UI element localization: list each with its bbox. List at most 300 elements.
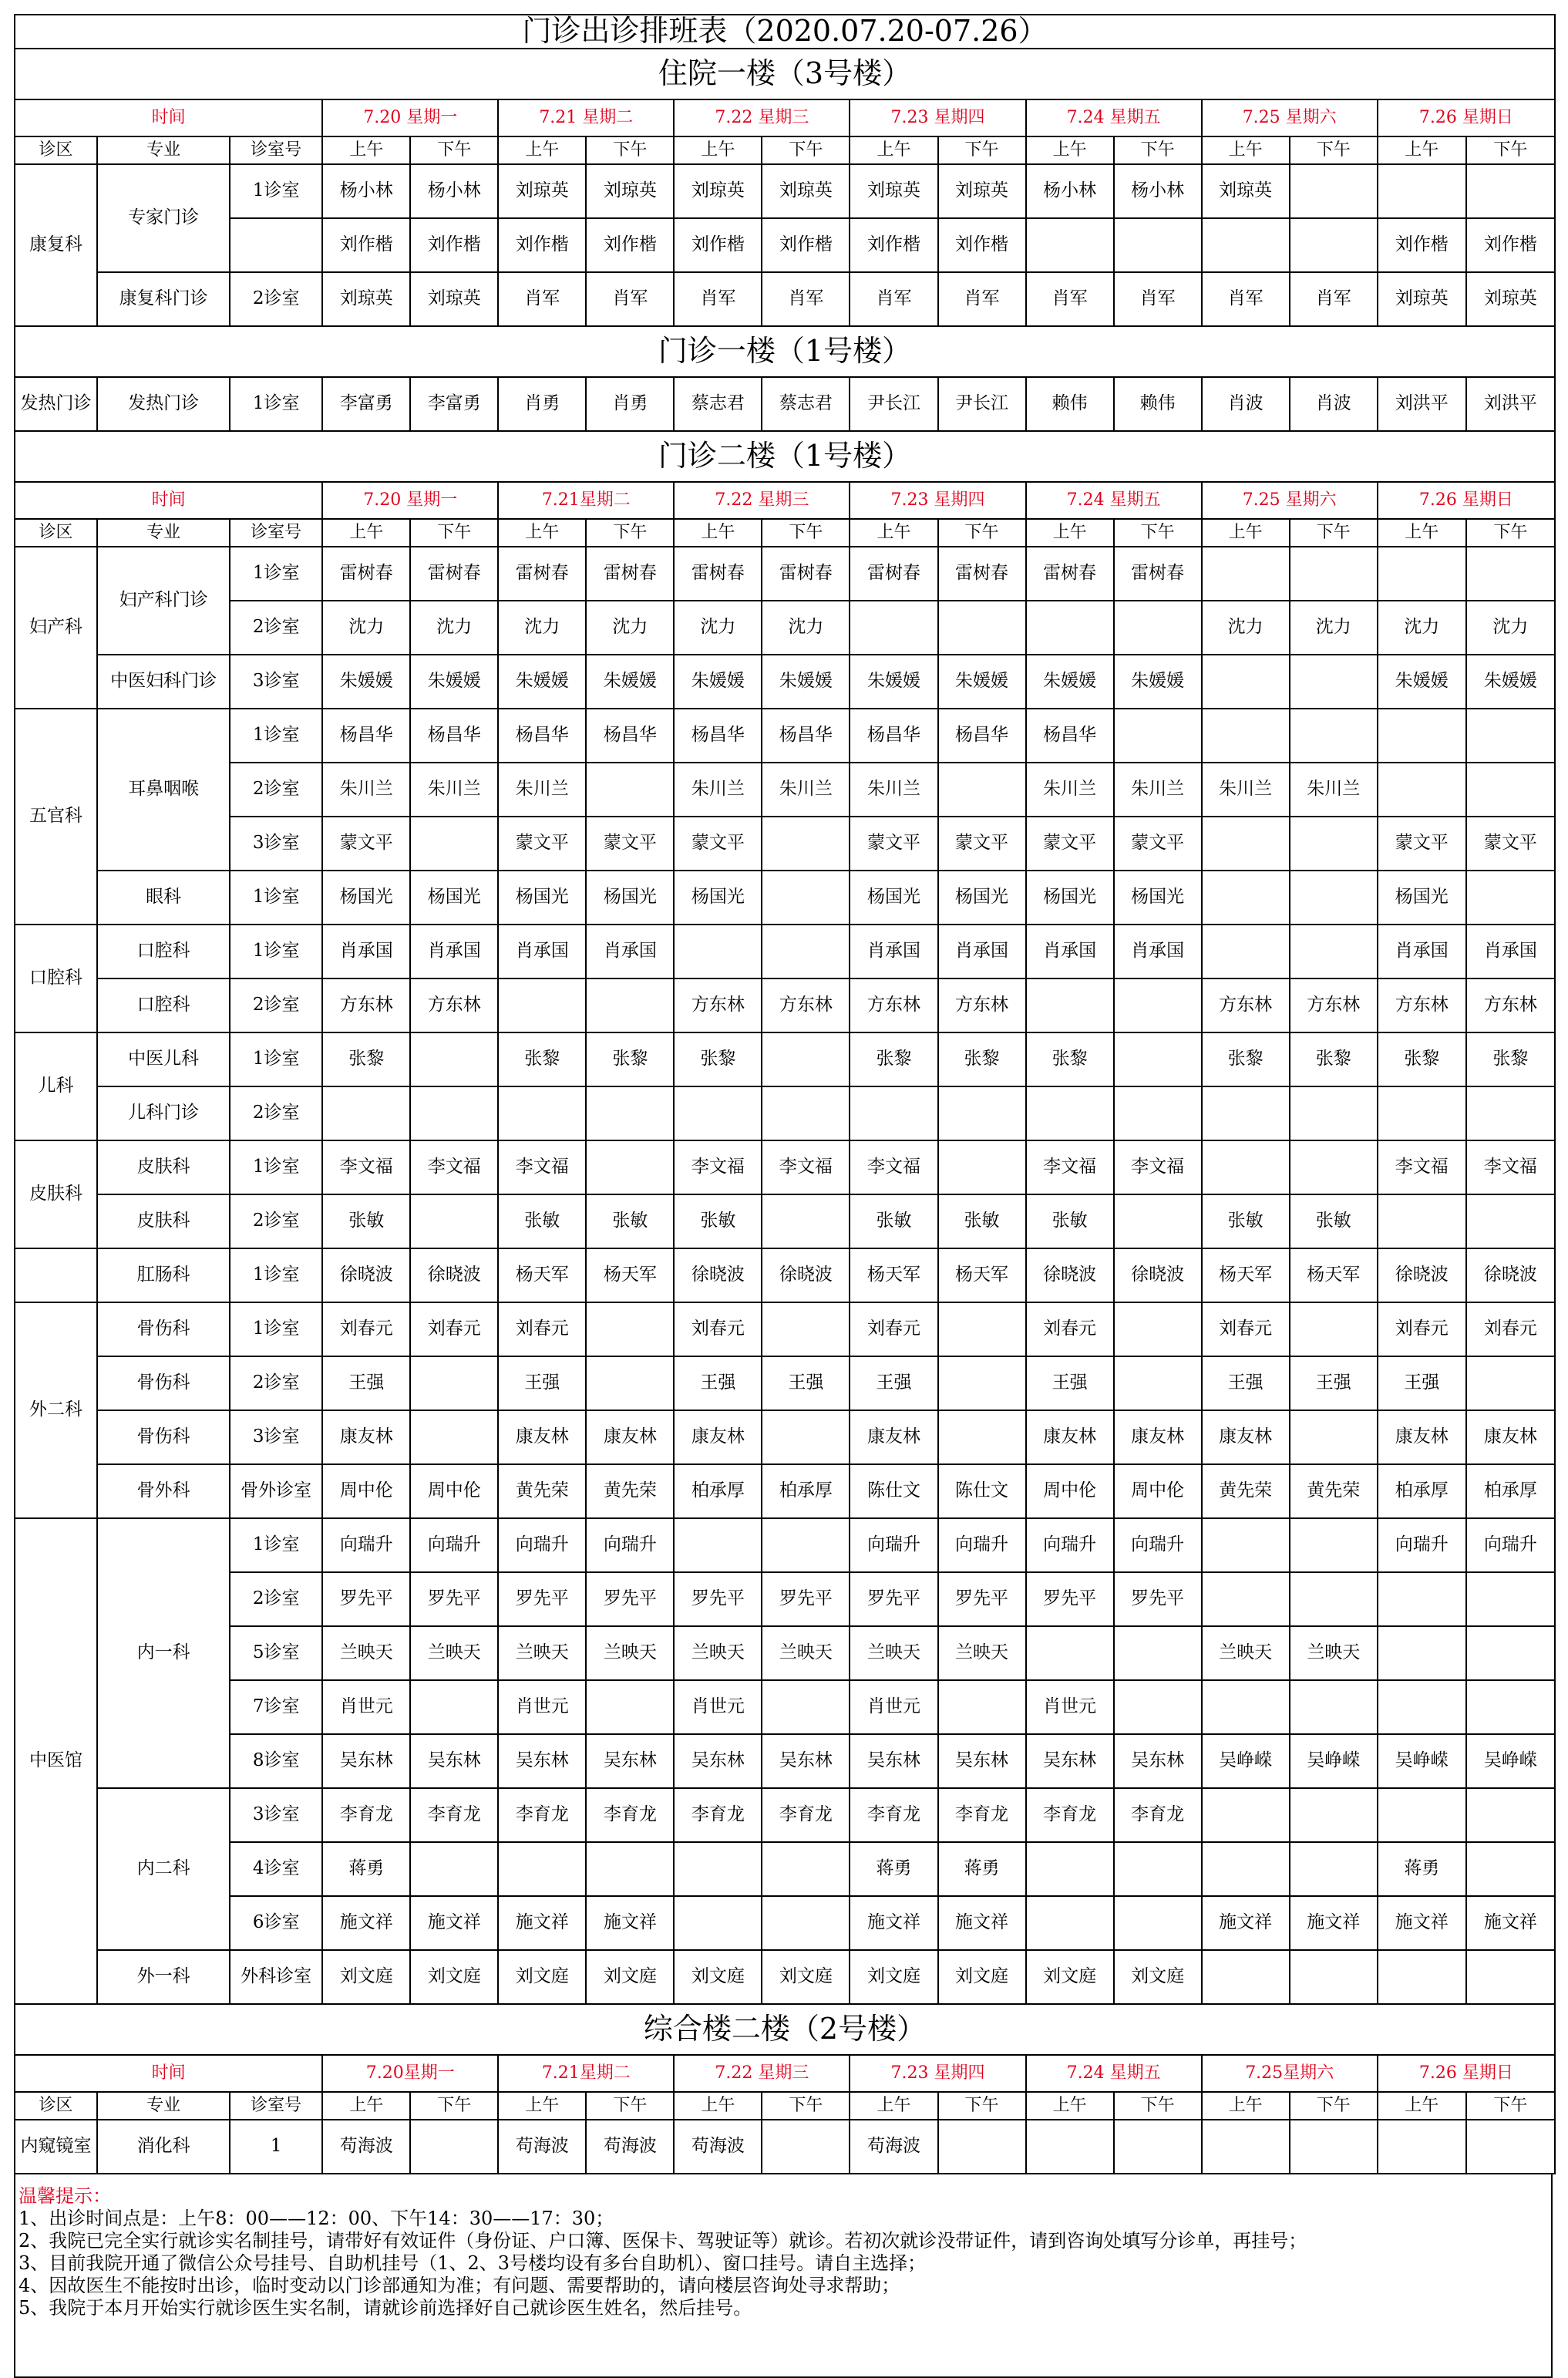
am-header: 上午	[1378, 136, 1466, 164]
doctor-cell	[1026, 978, 1114, 1032]
specialty-cell: 眼科	[97, 871, 230, 925]
doctor-cell: 李育龙	[850, 1788, 937, 1842]
doctor-cell: 张黎	[322, 1032, 410, 1086]
doctor-cell: 徐晓波	[762, 1248, 850, 1302]
room-cell: 1诊室	[230, 1518, 322, 1572]
doctor-cell	[1202, 218, 1290, 272]
dept-cell: 康复科	[15, 164, 97, 326]
doctor-cell	[938, 1356, 1026, 1410]
doctor-cell: 方东林	[938, 978, 1026, 1032]
doctor-cell: 雷树春	[1026, 547, 1114, 601]
doctor-cell: 雷树春	[498, 547, 586, 601]
doctor-cell: 康友林	[1202, 1410, 1290, 1464]
doctor-cell: 肖军	[938, 272, 1026, 326]
doctor-cell: 刘作楷	[762, 218, 850, 272]
doctor-cell: 吴峥嵘	[1290, 1734, 1378, 1788]
doctor-cell: 柏承厚	[762, 1464, 850, 1518]
table-row	[15, 601, 1555, 655]
am-header: 上午	[1026, 519, 1114, 547]
doctor-cell: 肖承国	[1114, 925, 1202, 978]
doctor-cell: 刘文庭	[410, 1950, 498, 2004]
specialty-cell: 专家门诊	[97, 164, 230, 272]
doctor-cell: 李文福	[1466, 1140, 1555, 1194]
doctor-cell	[322, 1086, 410, 1140]
doctor-cell	[1202, 1572, 1290, 1626]
table-row	[15, 1950, 1555, 2004]
doctor-cell: 王强	[1202, 1356, 1290, 1410]
doctor-cell	[1026, 1896, 1114, 1950]
doctor-cell: 朱媛媛	[1114, 655, 1202, 709]
am-header: 上午	[850, 2092, 937, 2120]
doctor-cell: 罗先平	[674, 1572, 762, 1626]
doctor-cell: 罗先平	[1026, 1572, 1114, 1626]
doctor-cell: 肖军	[1290, 272, 1378, 326]
doctor-cell: 沈力	[1290, 601, 1378, 655]
doctor-cell: 杨昌华	[410, 709, 498, 763]
doctor-cell: 刘文庭	[938, 1950, 1026, 2004]
doctor-cell	[1466, 1950, 1555, 2004]
doctor-cell	[1290, 164, 1378, 218]
table-row	[15, 1140, 1555, 1194]
doctor-cell: 杨天军	[1202, 1248, 1290, 1302]
doctor-cell: 张黎	[1466, 1032, 1555, 1086]
doctor-cell	[1114, 601, 1202, 655]
doctor-cell: 王强	[322, 1356, 410, 1410]
doctor-cell: 施文祥	[1202, 1896, 1290, 1950]
doctor-cell: 朱媛媛	[410, 655, 498, 709]
doctor-cell: 施文祥	[410, 1896, 498, 1950]
dept-cell: 儿科	[15, 1032, 97, 1140]
doctor-cell: 苟海波	[498, 2120, 586, 2174]
doctor-cell: 方东林	[1202, 978, 1290, 1032]
doctor-cell: 沈力	[1202, 601, 1290, 655]
doctor-cell: 肖世元	[498, 1680, 586, 1734]
doctor-cell	[1290, 1302, 1378, 1356]
dept-cell: 妇产科	[15, 547, 97, 709]
doctor-cell: 李富勇	[410, 377, 498, 431]
doctor-cell	[938, 2120, 1026, 2174]
doctor-cell	[1378, 547, 1466, 601]
doctor-cell	[586, 763, 674, 817]
table-row	[15, 1842, 1555, 1896]
doctor-cell	[1378, 1950, 1466, 2004]
doctor-cell	[1466, 1356, 1555, 1410]
doctor-cell	[1466, 547, 1555, 601]
doctor-cell: 肖承国	[498, 925, 586, 978]
doctor-cell: 王强	[1378, 1356, 1466, 1410]
doctor-cell: 康友林	[1026, 1410, 1114, 1464]
table-row	[15, 1572, 1555, 1626]
room-cell: 1诊室	[230, 164, 322, 218]
doctor-cell: 李育龙	[1114, 1788, 1202, 1842]
doctor-cell: 张敏	[674, 1194, 762, 1248]
doctor-cell: 蔡志君	[762, 377, 850, 431]
doctor-cell: 杨小林	[1114, 164, 1202, 218]
doctor-cell: 刘春元	[1378, 1302, 1466, 1356]
date-header: 7.20 星期一	[322, 482, 498, 519]
am-header: 上午	[322, 2092, 410, 2120]
doctor-cell: 杨昌华	[586, 709, 674, 763]
doctor-cell	[1114, 1194, 1202, 1248]
doctor-cell	[1378, 1194, 1466, 1248]
doctor-cell: 兰映天	[762, 1626, 850, 1680]
doctor-cell: 张敏	[1202, 1194, 1290, 1248]
doctor-cell: 肖波	[1290, 377, 1378, 431]
doctor-cell: 肖军	[762, 272, 850, 326]
doctor-cell	[1290, 1410, 1378, 1464]
doctor-cell	[674, 1518, 762, 1572]
doctor-cell: 兰映天	[850, 1626, 937, 1680]
doctor-cell: 李文福	[1378, 1140, 1466, 1194]
time-header: 时间	[15, 99, 322, 136]
table-row	[15, 547, 1555, 601]
pm-header: 下午	[1290, 2092, 1378, 2120]
section-heading	[15, 326, 1555, 377]
doctor-cell: 刘作楷	[322, 218, 410, 272]
doctor-cell	[1290, 1518, 1378, 1572]
specialty-cell: 骨伤科	[97, 1302, 230, 1356]
am-header: 上午	[322, 519, 410, 547]
pm-header: 下午	[410, 519, 498, 547]
section-heading	[15, 49, 1555, 99]
column-header-row	[15, 136, 1555, 164]
doctor-cell: 朱川兰	[1202, 763, 1290, 817]
specialty-cell: 消化科	[97, 2120, 230, 2174]
doctor-cell: 朱媛媛	[1026, 655, 1114, 709]
doctor-cell: 刘春元	[322, 1302, 410, 1356]
doctor-cell: 兰映天	[498, 1626, 586, 1680]
doctor-cell: 徐晓波	[674, 1248, 762, 1302]
am-header: 上午	[498, 136, 586, 164]
doctor-cell: 肖承国	[938, 925, 1026, 978]
doctor-cell: 蒋勇	[938, 1842, 1026, 1896]
doctor-cell: 李育龙	[938, 1788, 1026, 1842]
doctor-cell: 兰映天	[938, 1626, 1026, 1680]
doctor-cell: 朱川兰	[1290, 763, 1378, 817]
doctor-cell: 沈力	[498, 601, 586, 655]
specialty-cell: 骨伤科	[97, 1356, 230, 1410]
section-title: 门诊一楼（1号楼）	[15, 326, 1555, 377]
doctor-cell: 刘洪平	[1466, 377, 1555, 431]
doctor-cell	[1114, 1302, 1202, 1356]
doctor-cell: 杨昌华	[498, 709, 586, 763]
doctor-cell: 尹长江	[850, 377, 937, 431]
doctor-cell	[498, 1086, 586, 1140]
doctor-cell: 朱媛媛	[938, 655, 1026, 709]
am-header: 上午	[1378, 2092, 1466, 2120]
am-header: 上午	[1202, 2092, 1290, 2120]
doctor-cell: 蒙文平	[322, 817, 410, 871]
date-header: 7.24 星期五	[1026, 482, 1202, 519]
doctor-cell: 李育龙	[1026, 1788, 1114, 1842]
doctor-cell	[586, 1356, 674, 1410]
date-header: 7.25星期六	[1202, 2055, 1378, 2092]
doctor-cell: 吴东林	[410, 1734, 498, 1788]
date-header-row	[15, 2055, 1555, 2092]
doctor-cell: 康友林	[1114, 1410, 1202, 1464]
date-header: 7.25 星期六	[1202, 99, 1378, 136]
doctor-cell: 雷树春	[1114, 547, 1202, 601]
doctor-cell: 施文祥	[938, 1896, 1026, 1950]
doctor-cell: 杨昌华	[850, 709, 937, 763]
room-cell: 2诊室	[230, 1356, 322, 1410]
doctor-cell: 方东林	[322, 978, 410, 1032]
doctor-cell: 施文祥	[1466, 1896, 1555, 1950]
doctor-cell: 尹长江	[938, 377, 1026, 431]
am-header: 上午	[1202, 519, 1290, 547]
doctor-cell: 罗先平	[850, 1572, 937, 1626]
room-cell: 1诊室	[230, 1248, 322, 1302]
pm-header: 下午	[1114, 519, 1202, 547]
doctor-cell: 肖承国	[1466, 925, 1555, 978]
room-cell: 4诊室	[230, 1842, 322, 1896]
doctor-cell: 肖军	[1202, 272, 1290, 326]
doctor-cell	[1290, 2120, 1378, 2174]
pm-header: 下午	[1466, 136, 1555, 164]
room-cell: 2诊室	[230, 1086, 322, 1140]
pm-header: 下午	[410, 2092, 498, 2120]
doctor-cell: 杨昌华	[1026, 709, 1114, 763]
doctor-cell	[938, 1410, 1026, 1464]
doctor-cell: 黄先荣	[1202, 1464, 1290, 1518]
specialty-cell: 康复科门诊	[97, 272, 230, 326]
dept-header: 诊区	[15, 2092, 97, 2120]
doctor-cell: 康友林	[850, 1410, 937, 1464]
doctor-cell	[410, 1194, 498, 1248]
doctor-cell: 方东林	[1466, 978, 1555, 1032]
doctor-cell: 张黎	[1378, 1032, 1466, 1086]
doctor-cell: 肖波	[1202, 377, 1290, 431]
room-cell: 2诊室	[230, 1194, 322, 1248]
doctor-cell: 杨天军	[938, 1248, 1026, 1302]
table-row	[15, 1788, 1555, 1842]
doctor-cell: 罗先平	[1114, 1572, 1202, 1626]
doctor-cell: 刘春元	[498, 1302, 586, 1356]
am-header: 上午	[850, 136, 937, 164]
doctor-cell	[762, 1086, 850, 1140]
room-cell: 6诊室	[230, 1896, 322, 1950]
doctor-cell	[1026, 601, 1114, 655]
doctor-cell: 罗先平	[498, 1572, 586, 1626]
doctor-cell	[1202, 1950, 1290, 2004]
doctor-cell: 向瑞升	[586, 1518, 674, 1572]
specialty-header: 专业	[97, 136, 230, 164]
doctor-cell: 刘作楷	[850, 218, 937, 272]
doctor-cell	[1114, 1680, 1202, 1734]
room-cell: 外科诊室	[230, 1950, 322, 2004]
date-header: 7.25 星期六	[1202, 482, 1378, 519]
doctor-cell	[1202, 1086, 1290, 1140]
room-cell: 1诊室	[230, 547, 322, 601]
doctor-cell: 杨国光	[322, 871, 410, 925]
doctor-cell	[1026, 2120, 1114, 2174]
doctor-cell	[1202, 2120, 1290, 2174]
doctor-cell: 康友林	[1466, 1410, 1555, 1464]
table-row	[15, 1518, 1555, 1572]
doctor-cell: 吴东林	[498, 1734, 586, 1788]
doctor-cell: 刘春元	[1026, 1302, 1114, 1356]
doctor-cell: 刘琼英	[674, 164, 762, 218]
doctor-cell: 康友林	[586, 1410, 674, 1464]
specialty-cell: 外一科	[97, 1950, 230, 2004]
doctor-cell: 杨国光	[1114, 871, 1202, 925]
doctor-cell: 张敏	[322, 1194, 410, 1248]
doctor-cell: 张黎	[1290, 1032, 1378, 1086]
am-header: 上午	[674, 2092, 762, 2120]
table-row	[15, 2120, 1555, 2174]
note-line: 2、我院已完全实行就诊实名制挂号，请带好有效证件（身份证、户口簿、医保卡、驾驶证等）就诊。若初次就诊没带证件，请到咨询处填写分诊单，再挂号；	[19, 2229, 1307, 2252]
doctor-cell: 刘文庭	[1026, 1950, 1114, 2004]
doctor-cell	[410, 1410, 498, 1464]
specialty-header: 专业	[97, 2092, 230, 2120]
doctor-cell	[410, 1842, 498, 1896]
doctor-cell: 张黎	[850, 1032, 937, 1086]
room-cell: 1诊室	[230, 871, 322, 925]
doctor-cell	[762, 1896, 850, 1950]
doctor-cell	[674, 925, 762, 978]
doctor-cell: 李文福	[850, 1140, 937, 1194]
table-row	[15, 1734, 1555, 1788]
room-cell: 3诊室	[230, 1410, 322, 1464]
date-header: 7.21星期二	[498, 2055, 674, 2092]
doctor-cell: 朱媛媛	[586, 655, 674, 709]
dept-cell: 五官科	[15, 709, 97, 925]
doctor-cell: 张黎	[938, 1032, 1026, 1086]
doctor-cell: 沈力	[410, 601, 498, 655]
doctor-cell: 肖军	[1114, 272, 1202, 326]
doctor-cell: 杨国光	[410, 871, 498, 925]
am-header: 上午	[1378, 519, 1466, 547]
doctor-cell	[1466, 1842, 1555, 1896]
doctor-cell	[410, 1680, 498, 1734]
pm-header: 下午	[762, 2092, 850, 2120]
specialty-cell: 肛肠科	[97, 1248, 230, 1302]
doctor-cell: 朱川兰	[762, 763, 850, 817]
specialty-cell: 骨伤科	[97, 1410, 230, 1464]
date-header: 7.24 星期五	[1026, 99, 1202, 136]
table-row	[15, 164, 1555, 218]
doctor-cell: 刘琼英	[762, 164, 850, 218]
doctor-cell: 王强	[1290, 1356, 1378, 1410]
doctor-cell: 刘作楷	[938, 218, 1026, 272]
doctor-cell: 兰映天	[674, 1626, 762, 1680]
doctor-cell: 朱媛媛	[674, 655, 762, 709]
room-cell: 5诊室	[230, 1626, 322, 1680]
doctor-cell: 肖承国	[1378, 925, 1466, 978]
doctor-cell: 向瑞升	[1114, 1518, 1202, 1572]
date-header: 7.26 星期日	[1378, 2055, 1555, 2092]
doctor-cell: 李文福	[1114, 1140, 1202, 1194]
doctor-cell: 蒙文平	[674, 817, 762, 871]
doctor-cell: 沈力	[1466, 601, 1555, 655]
room-cell: 1诊室	[230, 377, 322, 431]
doctor-cell	[762, 925, 850, 978]
schedule-table	[14, 14, 1556, 2174]
pm-header: 下午	[1290, 136, 1378, 164]
doctor-cell: 朱媛媛	[1378, 655, 1466, 709]
room-cell: 7诊室	[230, 1680, 322, 1734]
pm-header: 下午	[938, 136, 1026, 164]
doctor-cell	[586, 1680, 674, 1734]
doctor-cell: 李育龙	[586, 1788, 674, 1842]
doctor-cell	[938, 763, 1026, 817]
doctor-cell: 张黎	[1202, 1032, 1290, 1086]
doctor-cell: 李富勇	[322, 377, 410, 431]
date-header-row	[15, 99, 1555, 136]
room-cell: 3诊室	[230, 817, 322, 871]
doctor-cell: 刘琼英	[322, 272, 410, 326]
doctor-cell: 朱川兰	[850, 763, 937, 817]
notes-box	[14, 2174, 1553, 2378]
doctor-cell: 刘作楷	[674, 218, 762, 272]
doctor-cell	[1378, 1626, 1466, 1680]
pm-header: 下午	[1114, 2092, 1202, 2120]
doctor-cell	[498, 1842, 586, 1896]
doctor-cell: 周中伦	[322, 1464, 410, 1518]
doctor-cell: 蒋勇	[322, 1842, 410, 1896]
doctor-cell: 柏承厚	[1466, 1464, 1555, 1518]
doctor-cell: 肖世元	[322, 1680, 410, 1734]
doctor-cell: 刘春元	[1466, 1302, 1555, 1356]
doctor-cell	[586, 1302, 674, 1356]
doctor-cell: 黄先荣	[586, 1464, 674, 1518]
table-row	[15, 655, 1555, 709]
room-cell: 1诊室	[230, 1032, 322, 1086]
doctor-cell: 刘作楷	[586, 218, 674, 272]
doctor-cell: 雷树春	[322, 547, 410, 601]
date-header: 7.22 星期三	[674, 482, 850, 519]
pm-header: 下午	[1466, 2092, 1555, 2120]
doctor-cell: 张黎	[498, 1032, 586, 1086]
room-cell: 3诊室	[230, 655, 322, 709]
room-cell: 1诊室	[230, 925, 322, 978]
doctor-cell	[1290, 547, 1378, 601]
doctor-cell: 向瑞升	[1026, 1518, 1114, 1572]
doctor-cell: 杨天军	[498, 1248, 586, 1302]
pm-header: 下午	[586, 2092, 674, 2120]
doctor-cell: 李育龙	[410, 1788, 498, 1842]
doctor-cell: 兰映天	[410, 1626, 498, 1680]
doctor-cell: 刘春元	[850, 1302, 937, 1356]
doctor-cell	[1378, 1788, 1466, 1842]
doctor-cell	[938, 601, 1026, 655]
specialty-cell: 中医儿科	[97, 1032, 230, 1086]
doctor-cell: 杨小林	[1026, 164, 1114, 218]
doctor-cell	[1378, 763, 1466, 817]
specialty-cell: 中医妇科门诊	[97, 655, 230, 709]
room-cell: 1诊室	[230, 1302, 322, 1356]
doctor-cell: 雷树春	[586, 547, 674, 601]
doctor-cell: 施文祥	[850, 1896, 937, 1950]
doctor-cell: 杨国光	[938, 871, 1026, 925]
date-header-row	[15, 482, 1555, 519]
doctor-cell: 王强	[762, 1356, 850, 1410]
doctor-cell: 吴东林	[762, 1734, 850, 1788]
doctor-cell: 肖承国	[586, 925, 674, 978]
doctor-cell	[1114, 218, 1202, 272]
table-row	[15, 1194, 1555, 1248]
doctor-cell: 王强	[498, 1356, 586, 1410]
doctor-cell: 王强	[1026, 1356, 1114, 1410]
doctor-cell: 王强	[674, 1356, 762, 1410]
doctor-cell: 肖世元	[1026, 1680, 1114, 1734]
doctor-cell	[1378, 1086, 1466, 1140]
doctor-cell	[1026, 218, 1114, 272]
doctor-cell: 方东林	[850, 978, 937, 1032]
doctor-cell: 吴东林	[322, 1734, 410, 1788]
table-row	[15, 1626, 1555, 1680]
doctor-cell	[762, 871, 850, 925]
